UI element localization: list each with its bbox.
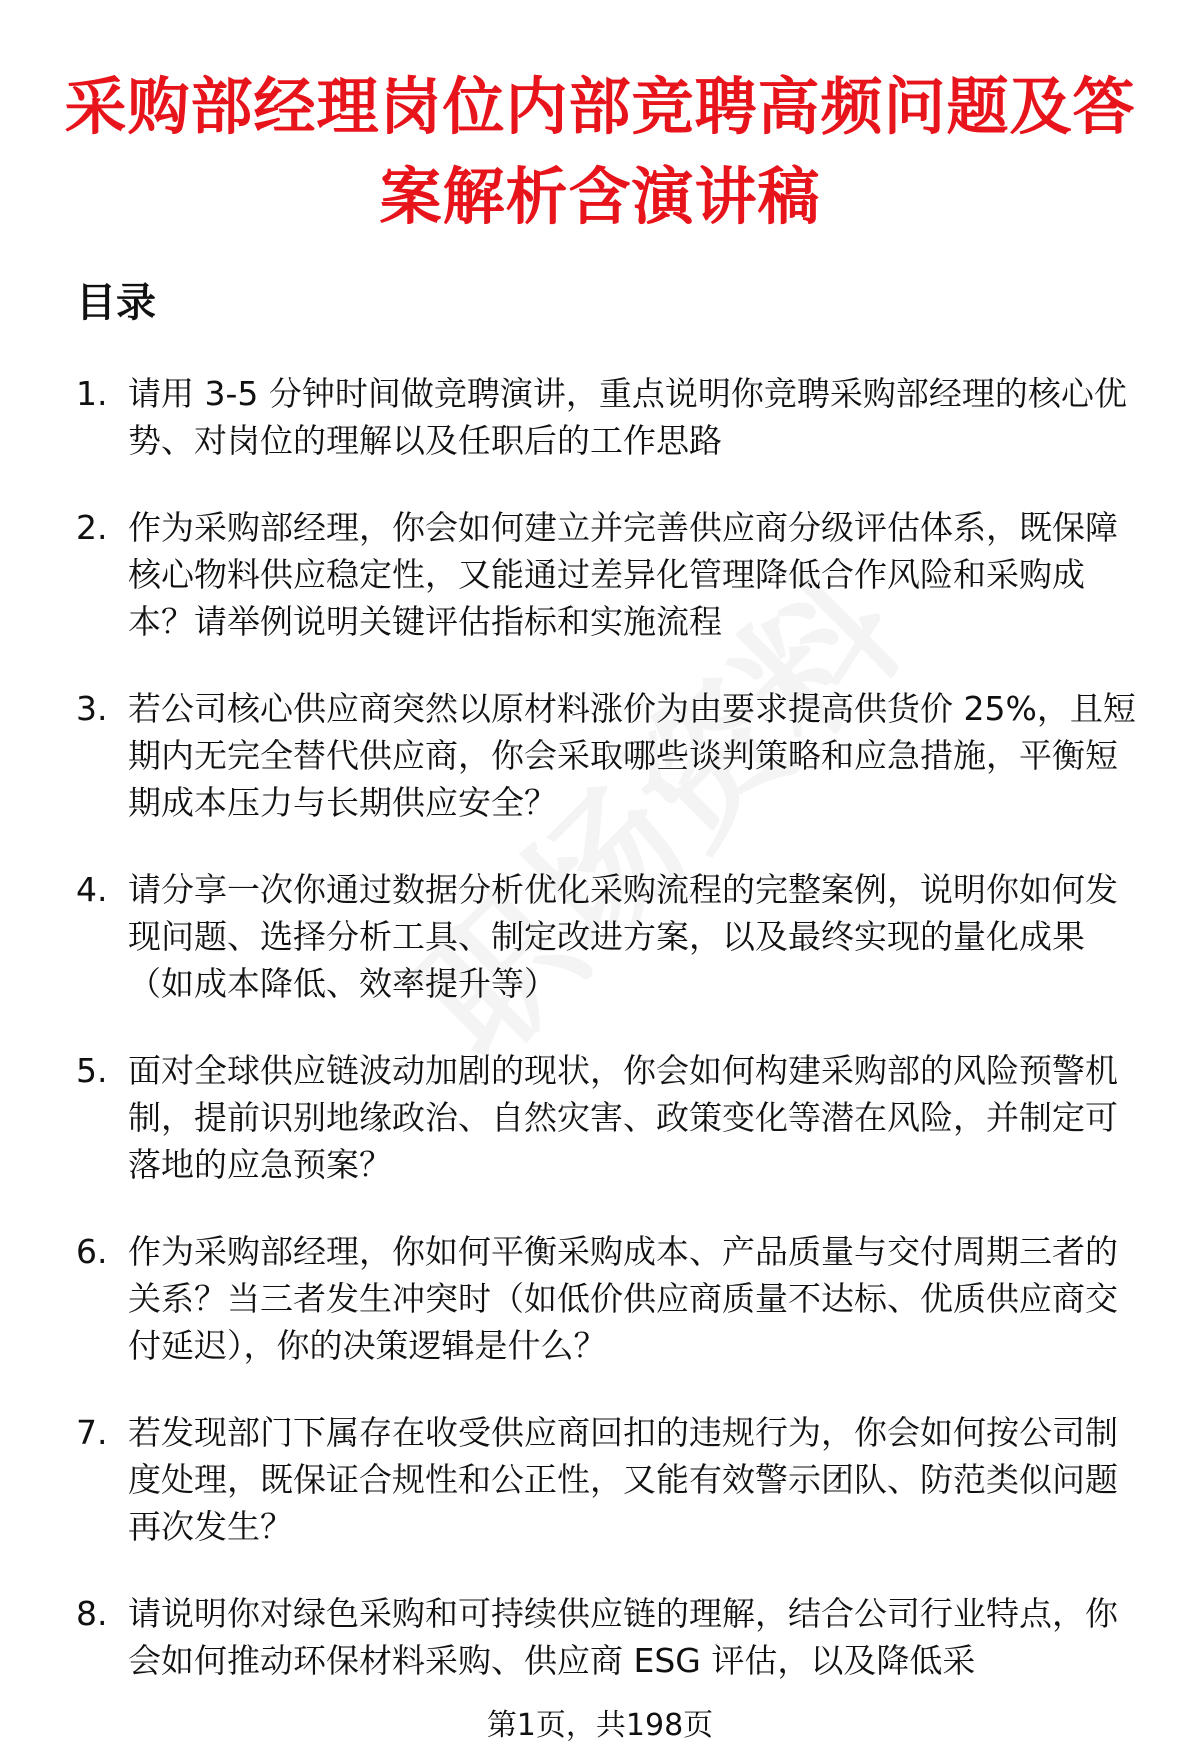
question-item <box>76 1228 1146 1369</box>
question-text: 若发现部门下属存在收受供应商回扣的违规行为，你会如何按公司制度处理，既保证合规性和公正性，又能有效警示团队、防范类似问题再次发生？ <box>128 1413 1118 1546</box>
question-text: 请分享一次你通过数据分析优化采购流程的完整案例，说明你如何发现问题、选择分析工具、制定改进方案，以及最终实现的量化成果（如成本降低、效率提升等） <box>128 870 1118 1003</box>
question-text: 面对全球供应链波动加剧的现状，你会如何构建采购部的风险预警机制，提前识别地缘政治、自然灾害、政策变化等潜在风险，并制定可落地的应急预案？ <box>128 1051 1118 1184</box>
question-number: 2. <box>76 508 108 547</box>
document-title: 采购部经理岗位内部竞聘高频问题及答案解析含演讲稿 <box>64 70 1136 233</box>
question-text: 请用 3-5 分钟时间做竞聘演讲，重点说明你竞聘采购部经理的核心优势、对岗位的理解以及任职后的工作思路 <box>128 374 1127 460</box>
question-number: 8. <box>76 1594 108 1633</box>
question-text: 若公司核心供应商突然以原材料涨价为由要求提高供货价 25%，且短期内无完全替代供应商，你会采取哪些谈判策略和应急措施，平衡短期成本压力与长期供应安全？ <box>128 689 1136 822</box>
question-item <box>76 1590 1146 1684</box>
question-number: 1. <box>76 374 108 413</box>
question-text: 作为采购部经理，你如何平衡采购成本、产品质量与交付周期三者的关系？当三者发生冲突时（如低价供应商质量不达标、优质供应商交付延迟），你的决策逻辑是什么？ <box>128 1232 1118 1365</box>
question-item <box>76 370 1146 464</box>
question-item <box>76 1409 1146 1550</box>
question-list <box>76 370 1146 1724</box>
question-text: 请说明你对绿色采购和可持续供应链的理解，结合公司行业特点，你会如何推动环保材料采购、供应商 ESG 评估，以及降低采 <box>128 1594 1118 1680</box>
toc-heading: 目录 <box>76 280 156 326</box>
question-number: 5. <box>76 1051 108 1090</box>
question-item <box>76 1047 1146 1188</box>
question-text: 作为采购部经理，你会如何建立并完善供应商分级评估体系，既保障核心物料供应稳定性，又能通过差异化管理降低合作风险和采购成本？请举例说明关键评估指标和实施流程 <box>128 508 1118 641</box>
question-number: 4. <box>76 870 108 909</box>
question-item <box>76 866 1146 1007</box>
question-number: 7. <box>76 1413 108 1452</box>
question-item <box>76 685 1146 826</box>
page-footer: 第1页，共198页 <box>0 1706 1200 1746</box>
question-item <box>76 504 1146 645</box>
question-number: 3. <box>76 689 108 728</box>
question-number: 6. <box>76 1232 108 1271</box>
